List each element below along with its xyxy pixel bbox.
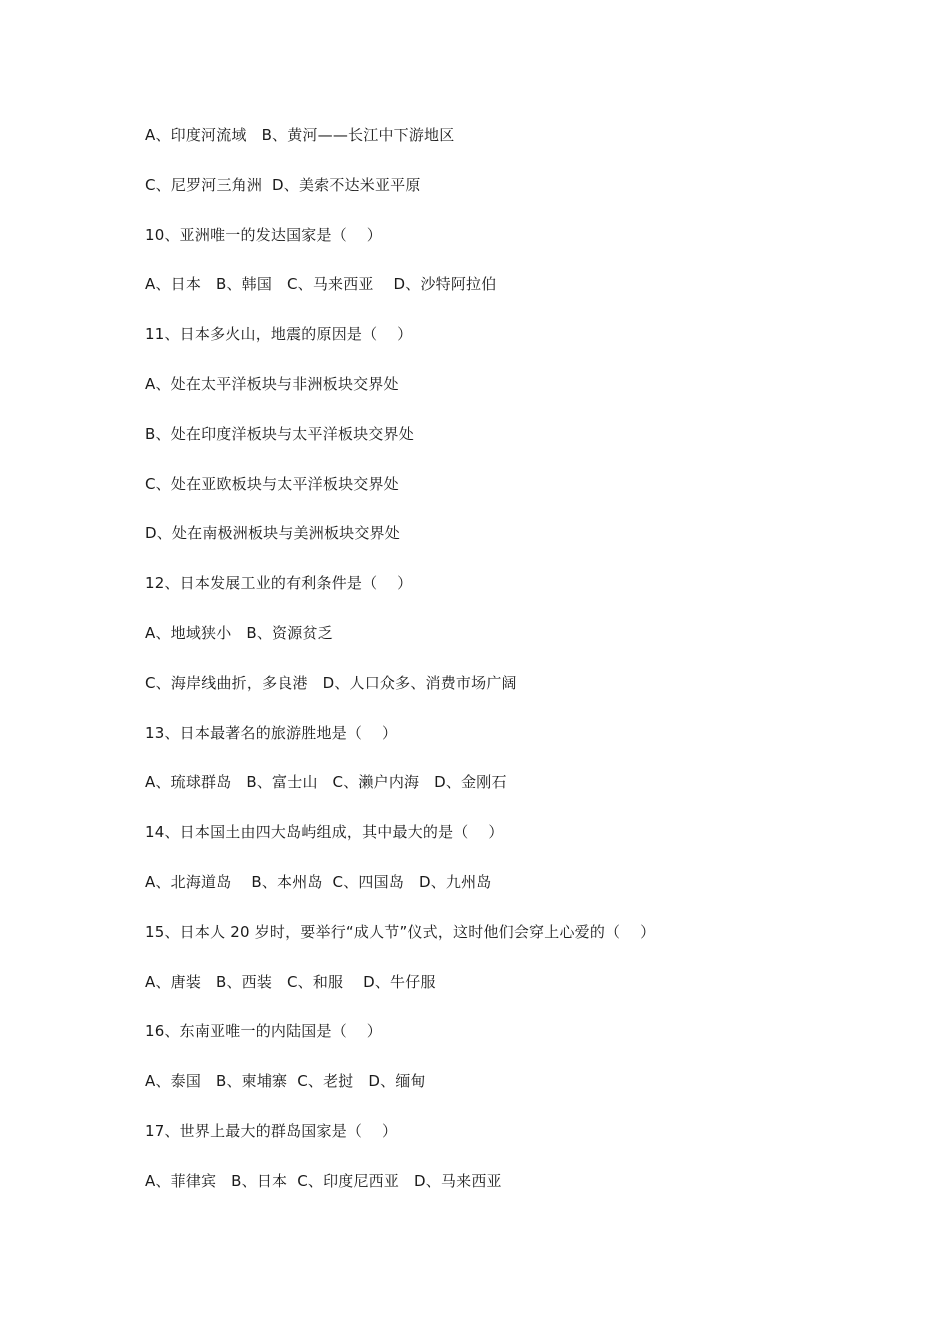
question-line: 15、日本人 20 岁时，要举行“成人节”仪式，这时他们会穿上心爱的（ ）	[145, 922, 656, 941]
option-line: D、处在南极洲板块与美洲板块交界处	[145, 524, 400, 543]
question-line: 11、日本多火山，地震的原因是（ ）	[145, 325, 413, 344]
option-line: A、日本 B、韩国 C、马来西亚 D、沙特阿拉伯	[145, 275, 497, 294]
option-line: A、唐装 B、西装 C、和服 D、牛仔服	[145, 972, 436, 991]
question-line: 10、亚洲唯一的发达国家是（ ）	[145, 225, 382, 244]
option-line: A、菲律宾 B、日本 C、印度尼西亚 D、马来西亚	[145, 1171, 502, 1190]
option-line: C、处在亚欧板块与太平洋板块交界处	[145, 474, 399, 493]
option-line: C、海岸线曲折，多良港 D、人口众多、消费市场广阔	[145, 673, 517, 692]
question-line: 16、东南亚唯一的内陆国是（ ）	[145, 1022, 382, 1041]
question-line: 17、世界上最大的群岛国家是（ ）	[145, 1121, 398, 1140]
question-line: 12、日本发展工业的有利条件是（ ）	[145, 574, 413, 593]
option-line: A、处在太平洋板块与非洲板块交界处	[145, 374, 399, 393]
option-line: A、印度河流域 B、黄河——长江中下游地区	[145, 126, 455, 144]
option-line: A、地域狭小 B、资源贫乏	[145, 623, 333, 642]
option-line: A、北海道岛 B、本州岛 C、四国岛 D、九州岛	[145, 872, 492, 891]
option-line: C、尼罗河三角洲 D、美索不达米亚平原	[145, 175, 421, 194]
option-line: A、泰国 B、柬埔寨 C、老挝 D、缅甸	[145, 1072, 426, 1091]
question-line: 13、日本最著名的旅游胜地是（ ）	[145, 723, 398, 742]
question-list	[145, 122, 905, 1218]
option-line: A、琉球群岛 B、富士山 C、濑户内海 D、金刚石	[145, 773, 507, 792]
question-line: 14、日本国土由四大岛屿组成，其中最大的是（ ）	[145, 823, 504, 842]
option-line: B、处在印度洋板块与太平洋板块交界处	[145, 424, 414, 443]
